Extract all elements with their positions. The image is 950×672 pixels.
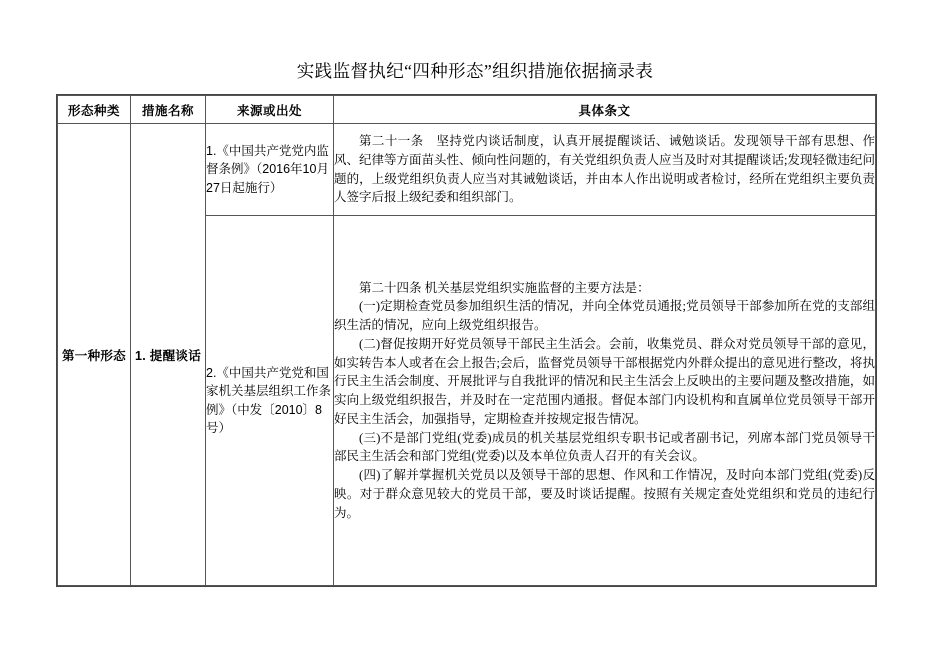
cell-provision-1	[334, 124, 876, 216]
cell-provision-2	[334, 216, 876, 586]
column-header-provision: 具体条文	[334, 96, 876, 124]
page-title: 实践监督执纪“四种形态”组织措施依据摘录表	[296, 61, 654, 81]
cell-source-1: 1.《中国共产党党内监督条例》（2016年10月27日起施行）	[206, 124, 334, 216]
column-header-source: 来源或出处	[206, 96, 334, 124]
column-header-form-type: 形态种类	[58, 96, 131, 124]
measures-table	[57, 95, 876, 586]
cell-measure-name: 1. 提醒谈话	[131, 124, 206, 586]
provision-paragraph: (一)定期检查党员参加组织生活的情况，并向全体党员通报;党员领导干部参加所在党的支部组织生活的情况，应向上级党组织报告。	[334, 299, 875, 333]
provision-paragraph: (四)了解并掌握机关党员以及领导干部的思想、作风和工作情况，及时向本部门党组(党委)反映。对于群众意见较大的党员干部，要及时谈话提醒。按照有关规定查处党组织和党员的违纪行为。	[334, 468, 875, 520]
table-row	[58, 124, 876, 216]
provision-paragraph: 第二十四条 机关基层党组织实施监督的主要方法是：	[359, 280, 650, 295]
provision-paragraph: (三)不是部门党组(党委)成员的机关基层党组织专职书记或者副书记，列席本部门党员领导干部民主生活会和部门党组(党委)以及本单位负责人召开的有关会议。	[334, 430, 875, 464]
provision-paragraph: (二)督促按期开好党员领导干部民主生活会。会前，收集党员、群众对党员领导干部的意见，如实转告本人或者在会上报告;会后，监督党员领导干部根据党内外群众提出的意见进行整改，将执行民主生活会制度、开展批评与自我批评的情况和民主生活会上反映出的主要问题及整改措施，如实向上级党组织报告，并及时在一定范围内通报。督促本部门内设机构和直属单位党员领导干部开好民主生活会，加强指导，定期检查并按规定报告情况。	[334, 336, 875, 426]
cell-form-type: 第一种形态	[58, 124, 131, 586]
provision-paragraph: 第二十一条 坚持党内谈话制度，认真开展提醒谈话、诫勉谈话。发现领导干部有思想、作风、纪律等方面苗头性、倾向性问题的，有关党组织负责人应当及时对其提醒谈话;发现轻微违纪问题的，上级党组织负责人应当对其诫勉谈话，并由本人作出说明或者检讨，经所在党组织主要负责人签字后报上级纪委和组织部门。	[334, 134, 875, 205]
column-header-measure-name: 措施名称	[131, 96, 206, 124]
table-header-row	[58, 96, 876, 124]
cell-source-2: 2.《中国共产党党和国家机关基层组织工作条例》（中发〔2010〕8号）	[206, 216, 334, 586]
